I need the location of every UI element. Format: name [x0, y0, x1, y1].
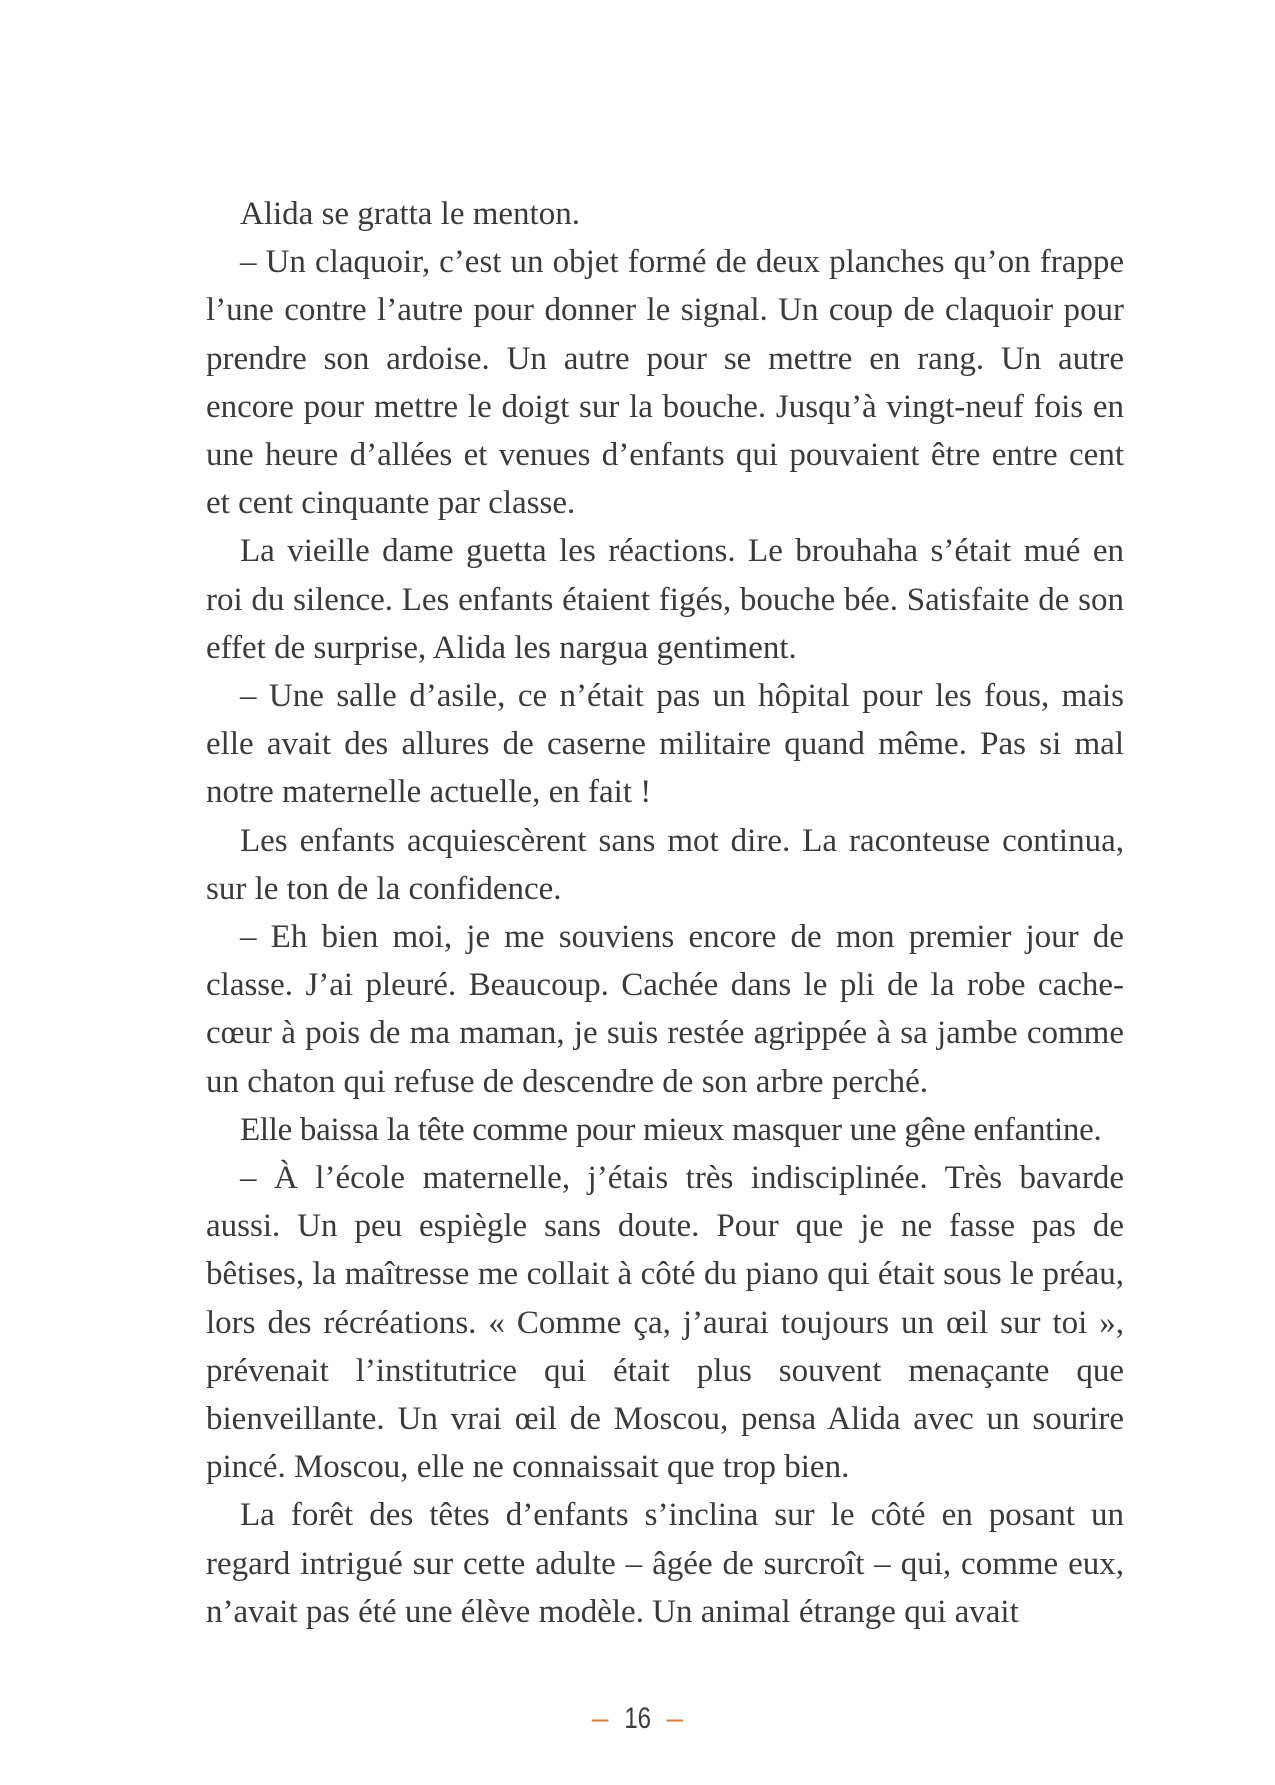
page-footer	[0, 1702, 1275, 1736]
paragraph-7: Elle baissa la tête comme pour mieux masquer une gêne enfantine.	[240, 1111, 1102, 1148]
paragraph-5: Les enfants acquiescèrent sans mot dire. La raconteuse continua, sur le ton de la confidence.	[206, 822, 1124, 907]
paragraph-8: – À l’école maternelle, j’étais très indisciplinée. Très bavarde aussi. Un peu espiègle sans doute. Pour que je ne fasse pas de bêtises, la maîtresse me collait à côté du piano qui était sous le préau, lors des récréations. « Comme ça, j’aurai toujours un œil sur toi », prévenait l’institutrice qui était plus souvent menaçante que bienveillante. Un vrai œil de Moscou, pensa Alida avec un sourire pincé. Moscou, elle ne connaissait que trop bien.	[206, 1160, 1124, 1486]
paragraph-2: – Un claquoir, c’est un objet formé de deux planches qu’on frappe l’une contre l’autre pour donner le signal. Un coup de claquoir pour prendre son ardoise. Un autre pour se mettre en rang. Un autre encore pour mettre le doigt sur la bouche. Jusqu’à vingt-neuf fois en une heure d’allées et venues d’enfants qui pouvaient être entre cent et cent cinquante par classe.	[206, 244, 1124, 522]
paragraph-9: La forêt des têtes d’enfants s’inclina sur le côté en posant un regard intrigué sur cette adulte – âgée de surcroît – qui, comme eux, n’avait pas été une élève modèle. Un animal étrange qui avait	[206, 1497, 1124, 1630]
body-text	[206, 190, 1124, 1636]
page-number: 16	[624, 1702, 651, 1735]
paragraph-4: – Une salle d’asile, ce n’était pas un hôpital pour les fous, mais elle avait des allures de caserne militaire quand même. Pas si mal notre maternelle actuelle, en fait !	[206, 678, 1124, 811]
footer-dash-left: –	[591, 1702, 609, 1735]
footer-dash-right: –	[666, 1702, 684, 1735]
paragraph-1: Alida se gratta le menton.	[240, 196, 580, 232]
paragraph-3: La vieille dame guetta les réactions. Le brouhaha s’était mué en roi du silence. Les enfants étaient figés, bouche bée. Satisfaite de son effet de surprise, Alida les nargua gentiment.	[206, 533, 1124, 666]
paragraph-6: – Eh bien moi, je me souviens encore de mon premier jour de classe. J’ai pleuré. Beaucoup. Cachée dans le pli de la robe cache-cœur à pois de ma maman, je suis restée agrippée à sa jambe comme un chaton qui refuse de descendre de son arbre perché.	[206, 919, 1124, 1100]
